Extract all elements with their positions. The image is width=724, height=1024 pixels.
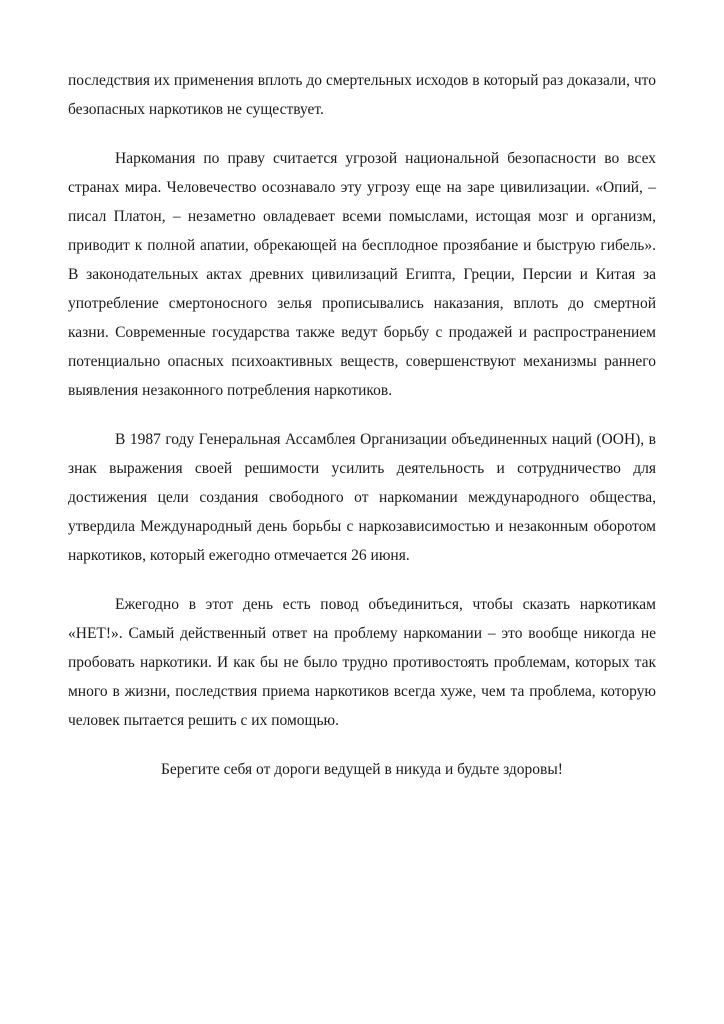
paragraph-gap [68, 405, 656, 425]
paragraph-gap [68, 735, 656, 755]
document-page [68, 66, 656, 784]
paragraph-intro-continuation: последствия их применения вплоть до смертельных исходов в который раз доказали, что безопасных наркотиков не существует. [68, 72, 656, 118]
paragraph-say-no: Ежегодно в этот день есть повод объединиться, чтобы сказать наркотикам «НЕТ!». Самый действенный ответ на проблему наркомании – это вообще никогда не пробовать наркотики. И как бы не было трудно противостоять проблемам, которых так много в жизни, последствия приема наркотиков всегда хуже, чем та проблема, которую человек пытается решить с их помощью. [68, 596, 656, 729]
paragraph-un-resolution: В 1987 году Генеральная Ассамблея Организации объединенных наций (ООН), в знак выражения своей решимости усилить деятельность и сотрудничество для достижения цели создания свободного от наркомании международного общества, утвердила Международный день борьбы с наркозависимостью и незаконным оборотом наркотиков, который ежегодно отмечается 26 июня. [68, 431, 656, 564]
paragraph-gap [68, 570, 656, 590]
paragraph-gap [68, 124, 656, 144]
closing-line: Берегите себя от дороги ведущей в никуда и будьте здоровы! [161, 761, 563, 778]
paragraph-drug-addiction-threat: Наркомания по праву считается угрозой национальной безопасности во всех странах мира. Человечество осознавало эту угрозу еще на заре цивилизации. «Опий, – писал Платон, – незаметно овладевает всеми помыслами, истощая мозг и организм, приводит к полной апатии, обрекающей на бесплодное прозябание и быструю гибель». В законодательных актах древних цивилизаций Египта, Греции, Персии и Китая за употребление смертоносного зелья прописывались наказания, вплоть до смертной казни. Современные государства также ведут борьбу с продажей и распространением потенциально опасных психоактивных веществ, совершенствуют механизмы раннего выявления незаконного потребления наркотиков. [68, 150, 656, 399]
